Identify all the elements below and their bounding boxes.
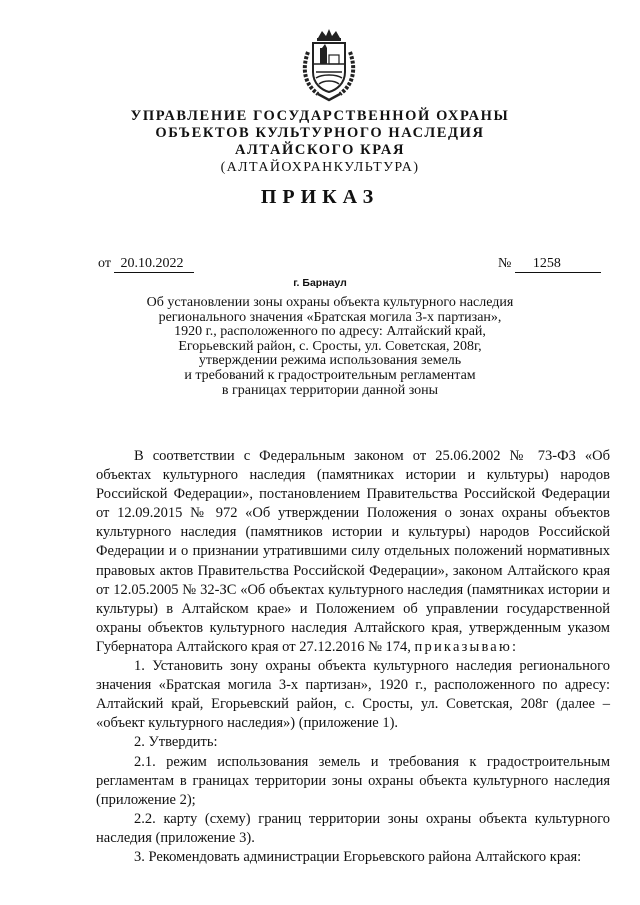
org-short-name: (АЛТАЙОХРАНКУЛЬТУРА)	[220, 160, 420, 175]
order-body	[96, 447, 610, 867]
subject-line: и требований к градостроительным регламентам	[184, 367, 476, 383]
subject-line: Об установлении зоны охраны объекта культурного наследия	[146, 295, 514, 310]
order-subject	[120, 296, 540, 398]
item-paragraph: 2. Утвердить:	[134, 734, 218, 751]
subject-line: регионального значения «Братская могила 3-х партизан»,	[158, 309, 502, 325]
document-city: г. Барнаул	[293, 277, 347, 289]
date-value: 20.10.2022	[114, 256, 194, 273]
subject-line: Егорьевский район, с. Сросты, ул. Советская, 208г,	[178, 338, 482, 354]
org-name-line: ОБЪЕКТОВ КУЛЬТУРНОГО НАСЛЕДИЯ	[155, 125, 485, 141]
date-prefix: от	[98, 256, 111, 271]
organization-name	[0, 108, 640, 176]
item-paragraph: 1. Установить зону охраны объекта культурного наследия регионального значения «Братская могила 3-х партизан», 1920 г., расположенного по адресу: Алтайский край, Егорьевский район, с. Сросты, ул. Советская, 208г (далее – «объект культурного наследия») (приложение 1).	[96, 658, 610, 732]
subject-line: утверждении режима использования земель	[198, 353, 462, 369]
subject-line: 1920 г., расположенного по адресу: Алтайский край,	[174, 324, 486, 340]
item-paragraph: 2.2. карту (схему) границ территории зоны охраны объекта культурного наследия (приложение 3).	[96, 810, 610, 846]
item-paragraph: 2.1. режим использования земель и требования к градостроительным регламентам в границах территории зоны охраны объекта культурного наследия (приложение 2);	[96, 753, 610, 808]
preamble-paragraph	[96, 447, 610, 657]
preamble-text: В соответствии с Федеральным законом от 25.06.2002 № 73-ФЗ «Об объектах культурного наследия (памятниках истории и культуры) народов Российской Федерации», постановлением Правительства Российской Федерации от 12.09.2015 № 972 «Об утверждении Положения о зонах охраны объектов культурного наследия (памятников истории и культуры) народов Российской Федерации и о признании утратившими силу отдельных положений нормативных правовых актов Правительства Российской Федерации», законом Алтайского края от 12.05.2005 № 32-ЗС «Об объектах культурного наследия (памятниках истории и культуры) в Алтайском крае» и Положением об управлении государственной охраны объектов культурного наследия Алтайского края, утвержденным указом Губернатора Алтайского края от 27.12.2016 № 174,	[96, 448, 610, 655]
document-date	[98, 256, 194, 273]
number-prefix: №	[498, 256, 512, 271]
coat-of-arms-icon	[296, 28, 362, 102]
order-word: приказываю:	[414, 638, 519, 655]
item-paragraph: 3. Рекомендовать администрации Егорьевского района Алтайского края:	[134, 848, 582, 865]
org-name-line: УПРАВЛЕНИЕ ГОСУДАРСТВЕННОЙ ОХРАНЫ	[130, 108, 510, 124]
org-name-line: АЛТАЙСКОГО КРАЯ	[234, 142, 406, 158]
number-value: 1258	[515, 256, 601, 273]
document-number	[498, 256, 601, 273]
subject-line: в границах территории данной зоны	[221, 382, 439, 398]
document-title: ПРИКАЗ	[260, 186, 380, 208]
